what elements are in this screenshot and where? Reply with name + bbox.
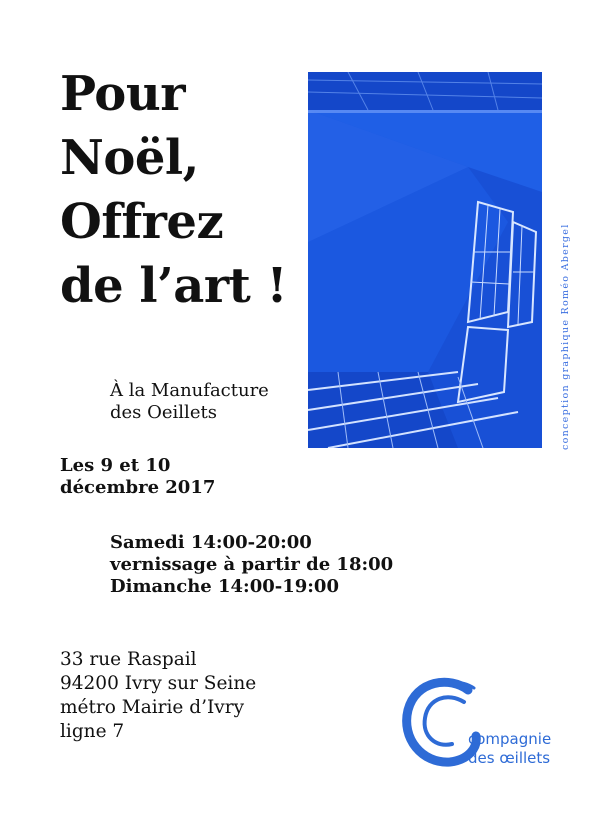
address-city: 94200 Ivry sur Seine xyxy=(60,673,257,694)
headline-line-4: de l’art ! xyxy=(60,258,288,314)
opening-hours xyxy=(110,532,393,598)
address-metro: métro Mairie d’Ivry xyxy=(60,697,245,718)
hours-saturday: Samedi 14:00-20:00 xyxy=(110,532,312,553)
company-name-line-2: des œillets xyxy=(468,749,551,767)
event-dates-line-1: Les 9 et 10 xyxy=(60,455,171,476)
design-credit-text: conception graphique Roméo Abergel xyxy=(560,223,571,450)
company-name-line-1: compagnie xyxy=(468,730,552,748)
event-dates-line-2: décembre 2017 xyxy=(60,477,216,498)
headline-line-3: Offrez xyxy=(60,194,224,250)
venue xyxy=(110,380,269,424)
company-logo xyxy=(398,672,568,782)
headline-line-1: Pour xyxy=(60,66,186,122)
venue-line-2: des Oeillets xyxy=(110,402,217,423)
headline-line-2: Noël, xyxy=(60,130,199,186)
architecture-photo xyxy=(308,72,542,448)
address-line: ligne 7 xyxy=(60,721,125,742)
event-dates xyxy=(60,455,215,499)
address-street: 33 rue Raspail xyxy=(60,649,197,670)
company-name xyxy=(468,730,551,768)
design-credit xyxy=(552,180,571,450)
hours-sunday: Dimanche 14:00-19:00 xyxy=(110,576,339,597)
headline xyxy=(60,62,287,318)
hours-vernissage: vernissage à partir de 18:00 xyxy=(110,554,394,575)
address xyxy=(60,648,256,744)
venue-line-1: À la Manufacture xyxy=(110,380,269,401)
